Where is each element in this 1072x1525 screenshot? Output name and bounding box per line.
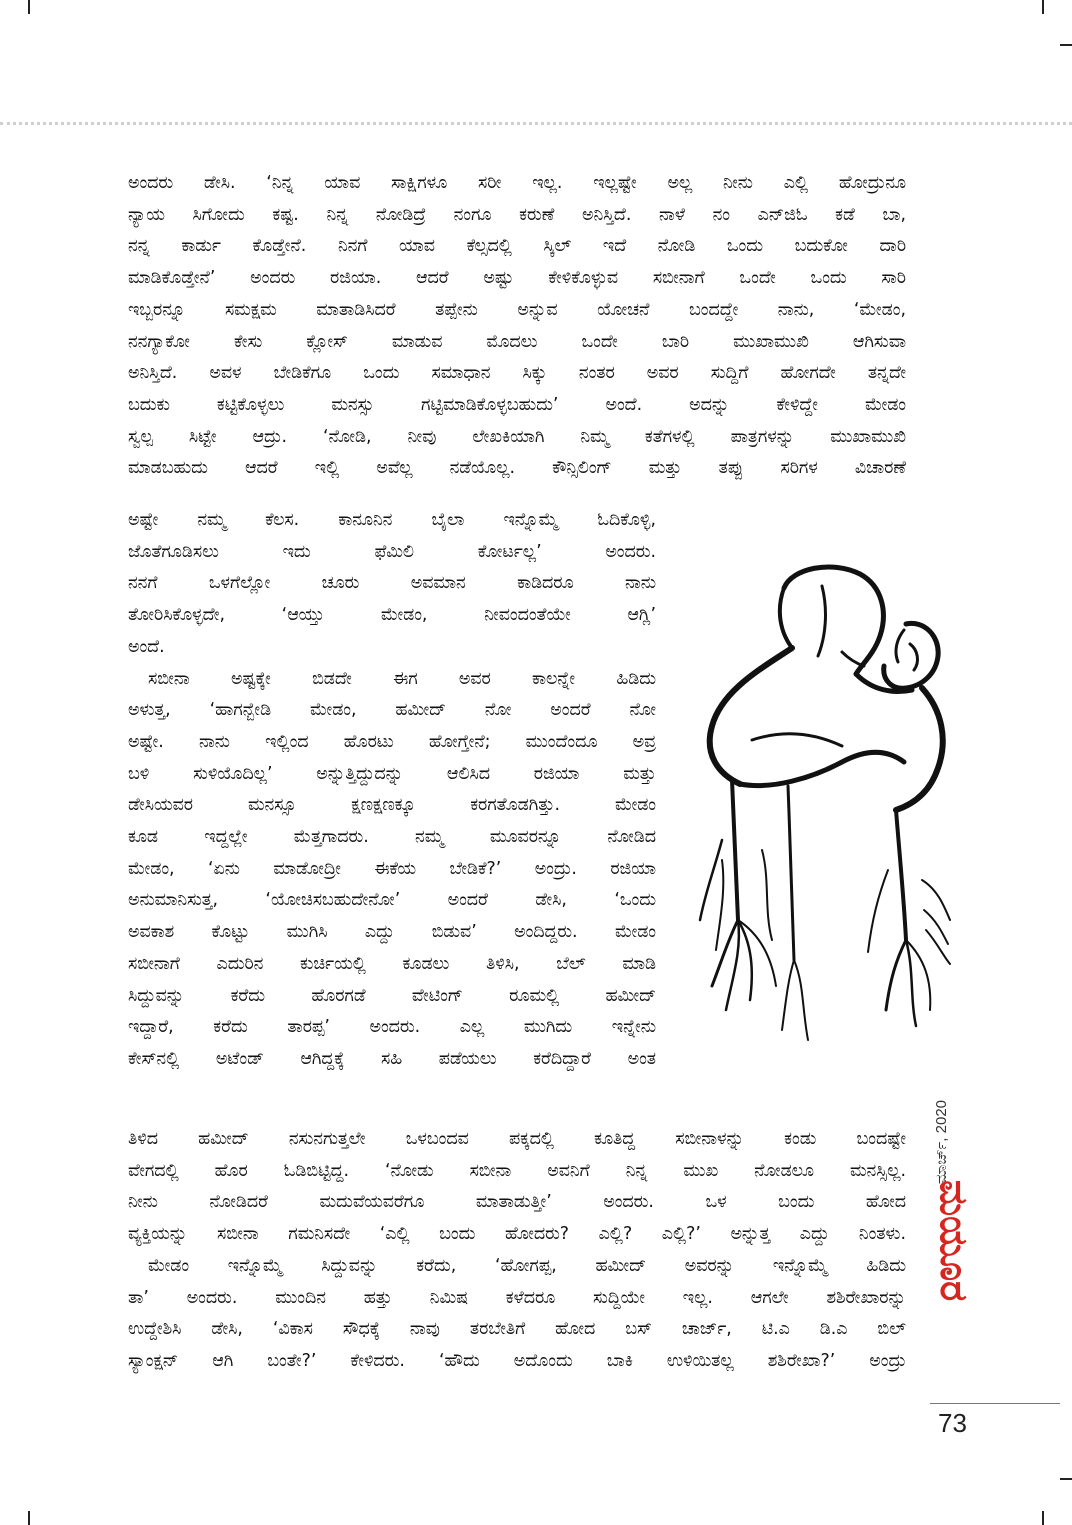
crop-mark-right-bottom [1060,1478,1072,1480]
text-line: ನ್ಯಾಯ ಸಿಗೋದು ಕಷ್ಟ. ನಿನ್ನ ನೋಡಿದ್ರೆ ನಂಗೂ ಕರುಣೆ ಅನಿಸ್ತಿದೆ. ನಾಳೆ ನಂ ಎನ್‌ಜಿಓ ಕಡೆ ಬಾ, [128,204,906,225]
crop-mark-bottom-right [1042,1511,1044,1525]
text-line: ಅನಿಸ್ತಿದೆ. ಅವಳ ಬೇಡಿಕೆಗೂ ಒಂದು ಸಮಾಧಾನ ಸಿಕ್ಕು ನಂತರ ಅವರ ಸುದ್ದಿಗೆ ಹೋಗದೇ ತನ್ನದೇ [128,363,906,384]
text-line: ವೇಗದಲ್ಲಿ ಹೊರ ಓಡಿಬಿಟ್ಟಿದ್ದ. ‘ನೋಡು ಸಬೀನಾ ಅವನಿಗೆ ನಿನ್ನ ಮುಖ ನೋಡಲೂ ಮನಸ್ಸಿಲ್ಲ. [128,1160,906,1181]
text-line: ಮೇಡಂ, ‘ಏನು ಮಾಡೋದ್ರೀ ಈಕೆಯ ಬೇಡಿಕೆ?’ ಅಂದ್ರು. ರಜಿಯಾ [128,858,656,879]
text-line: ಮೇಡಂ ಇನ್ನೊಮ್ಮೆ ಸಿದ್ದುವನ್ನು ಕರೆದು, ‘ಹೋಗಪ್ಪ, ಹಮೀದ್ ಅವರನ್ನು ಇನ್ನೊಮ್ಮೆ ಹಿಡಿದು [148,1255,906,1276]
text-line: ತಾ’ ಅಂದರು. ಮುಂದಿನ ಹತ್ತು ನಿಮಿಷ ಕಳೆದರೂ ಸುದ್ದಿಯೇ ಇಲ್ಲ. ಆಗಲೇ ಶಶಿರೇಖಾರನ್ನು [128,1287,906,1308]
text-line: ಸ್ವಲ್ಪ ಸಿಟ್ಟೇ ಆದ್ರು. ‘ನೋಡಿ, ನೀವು ಲೇಖಕಿಯಾಗಿ ನಿಮ್ಮ ಕತೆಗಳಲ್ಲಿ ಪಾತ್ರಗಳನ್ನು ಮುಖಾಮುಖಿ [128,426,906,447]
text-line: ಬಳಿ ಸುಳಿಯೊದಿಲ್ಲ’ ಅನ್ನುತ್ತಿದ್ದುದನ್ನು ಆಲಿಸಿದ ರಜಿಯಾ ಮತ್ತು [128,763,656,784]
text-line: ಮಾಡಿಕೊಡ್ತೇನೆ’ ಅಂದರು ರಜಿಯಾ. ಆದರೆ ಅಷ್ಟು ಕೇಳಿಕೊಳ್ಳುವ ಸಬೀನಾಗೆ ಒಂದೇ ಒಂದು ಸಾರಿ [128,268,906,289]
text-line: ಅಂದರು ಡೇಸಿ. ‘ನಿನ್ನ ಯಾವ ಸಾಕ್ಷಿಗಳೂ ಸರೀ ಇಲ್ಲ. ಇಲ್ಲಷ್ಟೇ ಅಲ್ಲ ನೀನು ಎಲ್ಲಿ ಹೋದ್ರುನೂ [128,173,906,193]
text-line: ಇದ್ದಾರೆ, ಕರೆದು ತಾರಪ್ಪ’ ಅಂದರು. ಎಲ್ಲ ಮುಗಿದು ಇನ್ನೇನು [128,1017,656,1038]
article-block-bottom [128,1124,906,1378]
text-line: ತಿಳಿದ ಹಮೀದ್ ನಸುನಗುತ್ತಲೇ ಒಳಬಂದವ ಪಕ್ಕದಲ್ಲಿ ಕೂತಿದ್ದ ಸಬೀನಾಳನ್ನು ಕಂಡು ಬಂದಷ್ಟೇ [128,1129,906,1149]
text-line: ಇಬ್ಬರನ್ನೂ ಸಮಕ್ಷಮ ಮಾತಾಡಿಸಿದರೆ ತಪ್ಪೇನು ಅನ್ನುವ ಯೋಚನೆ ಬಂದದ್ದೇ ನಾನು, ‘ಮೇಡಂ, [128,299,906,320]
text-line: ನನ್ನ ಕಾರ್ಡು ಕೊಡ್ತೇನೆ. ನಿನಗೆ ಯಾವ ಕೆಲ್ಸದಲ್ಲಿ ಸ್ಕಿಲ್ ಇದೆ ನೋಡಿ ಒಂದು ಬದುಕೋ ದಾರಿ [128,236,906,257]
text-line: ನನಗ್ಯಾಕೋ ಕೇಸು ಕ್ಲೋಸ್ ಮಾಡುವ ಮೊದಲು ಒಂದೇ ಬಾರಿ ಮುಖಾಮುಖಿ ಆಗಿಸುವಾ [128,331,906,352]
text-line: ಅನುಮಾನಿಸುತ್ತ, ‘ಯೋಚಿಸಬಹುದೇನೋ’ ಅಂದರೆ ಡೇಸಿ, ‘ಒಂದು [128,890,656,911]
text-line: ಬದುಕು ಕಟ್ಟಿಕೊಳ್ಳಲು ಮನಸ್ಸು ಗಟ್ಟಿಮಾಡಿಕೊಳ್ಳಬಹುದು’ ಅಂದೆ. ಅದನ್ನು ಕೇಳಿದ್ದೇ ಮೇಡಂ [128,394,906,415]
issue-date: ಮಾರ್ಚ್, 2020 [933,1100,950,1185]
text-line: ನೀನು ನೋಡಿದರೆ ಮದುವೆಯವರೆಗೂ ಮಾತಾಡುತ್ತೀ’ ಅಂದರು. ಒಳ ಬಂದು ಹೋದ [128,1192,906,1213]
text-line: ಅಂದೆ. [128,636,165,657]
article-block-top [128,168,906,485]
crop-mark-bottom-left [28,1511,30,1525]
text-line: ವ್ಯಕ್ತಿಯನ್ನು ಸಬೀನಾ ಗಮನಿಸದೇ ‘ಎಲ್ಲಿ ಬಂದು ಹೋದರು? ಎಲ್ಲಿ? ಎಲ್ಲಿ?’ ಅನ್ನುತ್ತ ಎದ್ದು ನಿಂತಳು. [128,1224,906,1245]
brand-masthead [932,1180,976,1380]
text-line: ಸಬೀನಾಗೆ ಎದುರಿನ ಕುರ್ಚಿಯಲ್ಲಿ ಕೂಡಲು ತಿಳಿಸಿ, ಬೆಲ್ ಮಾಡಿ [128,953,656,974]
text-line: ನನಗೆ ಒಳಗೆಲ್ಲೋ ಚೂರು ಅವಮಾನ ಕಾಡಿದರೂ ನಾನು [128,573,656,594]
ink-illustration-embracing-figures [692,540,952,1060]
text-line: ಸ್ಯಾಂಕ್ಷನ್ ಆಗಿ ಬಂತೇ?’ ಕೇಳಿದರು. ‘ಹೌದು ಅದೊಂದು ಬಾಕಿ ಉಳಿಯಿತಲ್ಲ ಶಶಿರೇಖಾ?’ ಅಂದ್ರು [128,1350,906,1371]
crop-mark-top-left [28,0,30,14]
brand-logo-text: ಮಯೂರ [932,1180,976,1302]
text-line: ಅಷ್ಟೇ ನಮ್ಮ ಕೆಲಸ. ಕಾನೂನಿನ ಬೈಲಾ ಇನ್ನೊಮ್ಮೆ ಓದಿಕೊಳ್ಳಿ, [128,510,656,530]
text-line: ಡೇಸಿಯವರ ಮನಸ್ಸೂ ಕ್ಷಣಕ್ಷಣಕ್ಕೂ ಕರಗತೊಡಗಿತ್ತು. ಮೇಡಂ [128,795,656,816]
text-line: ಅಷ್ಟೇ. ನಾನು ಇಲ್ಲಿಂದ ಹೊರಟು ಹೋಗ್ತೇನೆ; ಮುಂದೆಂದೂ ಅವ್ರ [128,731,656,752]
article-block-middle [128,505,656,1076]
text-line: ಜೊತೆಗೂಡಿಸಲು ಇದು ಫೆಮಿಲಿ ಕೋರ್ಟಲ್ಲ’ ಅಂದರು. [128,541,656,562]
crop-mark-right-top [1060,44,1072,46]
text-line: ಸಬೀನಾ ಅಷ್ಟಕ್ಕೇ ಬಿಡದೇ ಈಗ ಅವರ ಕಾಲನ್ನೇ ಹಿಡಿದು [148,668,656,689]
text-line: ತೋರಿಸಿಕೊಳ್ಳದೇ, ‘ಆಯ್ತು ಮೇಡಂ, ನೀವಂದಂತೆಯೇ ಆಗ್ಲಿ’ [128,605,656,626]
crop-mark-top-right [1042,0,1044,14]
text-line: ಸಿದ್ದುವನ್ನು ಕರೆದು ಹೊರಗಡೆ ವೇಟಿಂಗ್ ರೂಮಲ್ಲಿ ಹಮೀದ್ [128,985,656,1006]
header-dotted-rule [0,122,1072,125]
text-line: ಕೂಡ ಇದ್ದಲ್ಲೇ ಮೆತ್ತಗಾದರು. ನಮ್ಮ ಮೂವರನ್ನೂ ನೋಡಿದ [128,827,656,848]
text-line: ಉದ್ದೇಶಿಸಿ ಡೇಸಿ, ‘ವಿಕಾಸ ಸೌಧಕ್ಕೆ ನಾವು ತರಬೇತಿಗೆ ಹೋದ ಬಸ್ ಚಾರ್ಜ್, ಟಿ.ಎ ಡಿ.ಎ ಬಿಲ್ [128,1319,906,1340]
page-number-rule [930,1403,1060,1404]
page-number: 73 [938,1408,967,1438]
text-line: ಅಳುತ್ತ, ‘ಹಾಗನ್ಬೇಡಿ ಮೇಡಂ, ಹಮೀದ್ ನೋ ಅಂದರೆ ನೋ [128,700,656,721]
text-line: ಕೇಸ್‌ನಲ್ಲಿ ಅಟೆಂಡ್ ಆಗಿದ್ದಕ್ಕೆ ಸಹಿ ಪಡೆಯಲು ಕರೆದಿದ್ದಾರೆ ಅಂತ [128,1048,656,1069]
text-line: ಮಾಡಬಹುದು ಆದರೆ ಇಲ್ಲಿ ಅವೆಲ್ಲ ನಡೆಯೊಲ್ಲ. ಕೌನ್ಸಿಲಿಂಗ್ ಮತ್ತು ತಪ್ಪು ಸರಿಗಳ ವಿಚಾರಣೆ [128,458,906,479]
text-line: ಅವಕಾಶ ಕೊಟ್ಟು ಮುಗಿಸಿ ಎದ್ದು ಬಿಡುವ’ ಅಂದಿದ್ದರು. ಮೇಡಂ [128,922,656,943]
